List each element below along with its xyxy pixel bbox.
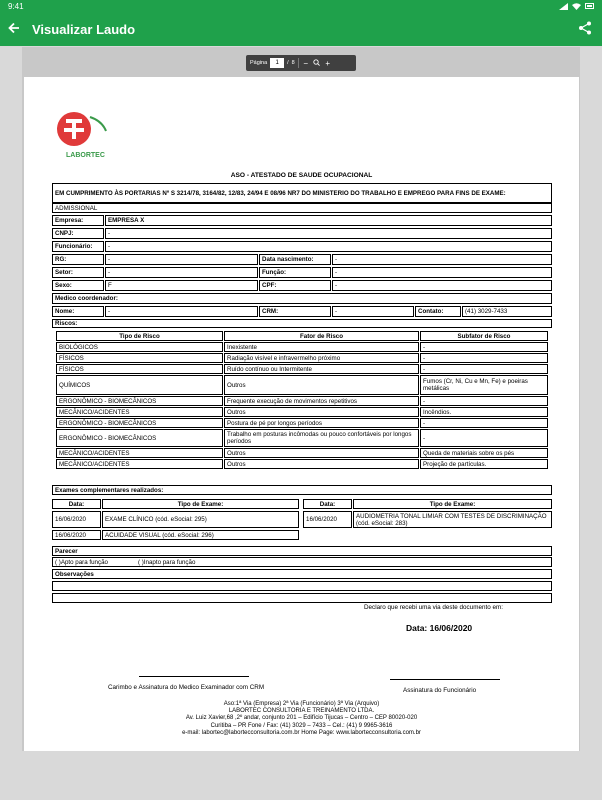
zoom-search-icon[interactable] — [313, 59, 321, 68]
rg-label: RG: — [52, 254, 104, 265]
app-bar — [0, 12, 602, 46]
parecer-title: Parecer — [52, 546, 552, 556]
parecer-options — [52, 557, 552, 567]
setor-label: Setor: — [52, 267, 104, 278]
risk-cell: FÍSICOS — [56, 353, 223, 363]
document-title: ASO - ATESTADO DE SAUDE OCUPACIONAL — [230, 172, 373, 179]
footer-line: Aso:1ª Via (Empresa) 2ª Via (Funcionário) 3ª Via (Arquivo) — [223, 701, 380, 707]
risk-cell: - — [420, 364, 548, 374]
risk-cell: - — [420, 396, 548, 406]
risk-header-cell: Tipo de Risco — [56, 331, 223, 341]
observacoes-line-2 — [52, 593, 552, 603]
zoom-out-button[interactable]: − — [303, 58, 309, 68]
battery-icon — [585, 3, 594, 9]
signal-icon — [559, 3, 568, 10]
data-nascimento-value: - — [332, 254, 552, 265]
form-area — [52, 77, 552, 751]
risk-header-cell: Fator de Risco — [224, 331, 419, 341]
exam-type: ACUIDADE VISUAL (cód. eSocial: 296) — [102, 530, 299, 540]
risk-cell: Queda de materiais sobre os pés — [420, 448, 548, 458]
riscos-label: Riscos: — [52, 319, 552, 328]
risk-cell: FÍSICOS — [56, 364, 223, 374]
status-bar — [0, 0, 602, 12]
risk-cell: Trabalho em posturas incômodas ou pouco confortáveis por longos períodos — [224, 429, 419, 447]
sexo-label: Sexo: — [52, 280, 104, 291]
rg-value: - — [105, 254, 258, 265]
risk-cell: ERGONÔMICO - BIOMECÂNICOS — [56, 418, 223, 428]
signature-doctor-label: Carimbo e Assinatura do Medico Examinador com CRM — [108, 684, 265, 691]
bottom-area — [0, 760, 602, 800]
risk-cell: Postura de pé por longos períodos — [224, 418, 419, 428]
risk-cell: - — [420, 342, 548, 352]
declaro-text: Declaro que recebi uma via deste documento em: — [364, 604, 503, 611]
risk-cell: Incêndios. — [420, 407, 548, 417]
footer-line: LABORTEC CONSULTORIA E TREINAMENTO LTDA. — [228, 708, 375, 715]
risk-cell: - — [420, 353, 548, 363]
risk-cell: MECÂNICO/ACIDENTES — [56, 407, 223, 417]
risk-header-cell: Subfator de Risco — [420, 331, 548, 341]
nome-value: - — [105, 306, 258, 317]
footer — [24, 701, 579, 737]
contato-value: (41) 3029-7433 — [462, 306, 552, 317]
risk-cell: ERGONÔMICO - BIOMECÂNICOS — [56, 396, 223, 406]
exam-date: 16/06/2020 — [303, 511, 352, 528]
cnpj-label: CNPJ: — [52, 228, 104, 239]
risk-cell: - — [420, 429, 548, 447]
page-separator: / — [287, 60, 289, 66]
risk-cell: Outros — [224, 459, 419, 469]
medico-label: Medico coordenador: — [52, 293, 552, 304]
risk-cell: Outros — [224, 407, 419, 417]
pdf-page — [24, 77, 579, 751]
funcao-value: - — [332, 267, 552, 278]
exam-type: ADMISSIONAL — [52, 203, 552, 213]
toolbar-divider — [298, 58, 299, 68]
page-number-input[interactable]: 1 — [270, 58, 284, 68]
inapto-option[interactable]: ( )Inapto para função — [137, 558, 196, 566]
document-date: Data: 16/06/2020 — [406, 623, 473, 633]
zoom-in-button[interactable]: + — [325, 58, 331, 68]
total-pages: 8 — [291, 60, 295, 66]
share-icon[interactable] — [578, 21, 594, 37]
risk-cell: Radiação visível e infravermelho próximo — [224, 353, 419, 363]
setor-value: - — [105, 267, 258, 278]
footer-line: Av. Luiz Xavier,68 ,2º andar, conjunto 201 – Edifício Tijucas – Centro – CEP 80020-020 — [185, 715, 418, 722]
risk-cell: MECÂNICO/ACIDENTES — [56, 459, 223, 469]
cpf-value: - — [332, 280, 552, 291]
exam-type: EXAME CLÍNICO (cód. eSocial: 295) — [102, 511, 299, 528]
signature-employee-label: Assinatura do Funcionário — [403, 687, 477, 694]
logo-text: LABORTEC — [66, 152, 105, 159]
funcao-label: Função: — [259, 267, 331, 278]
crm-label: CRM: — [259, 306, 331, 317]
risk-cell: MECÂNICO/ACIDENTES — [56, 448, 223, 458]
crm-value: - — [332, 306, 414, 317]
risk-cell: Projeção de partículas. — [420, 459, 548, 469]
contato-label: Contato: — [415, 306, 461, 317]
exam-type-header-right: Tipo de Exame: — [353, 499, 552, 509]
sexo-value: F — [105, 280, 258, 291]
exam-date: 16/06/2020 — [52, 511, 101, 528]
risk-cell: Ruído contínuo ou Intermitente — [224, 364, 419, 374]
funcionario-label: Funcionário: — [52, 241, 104, 252]
data-nascimento-label: Data nascimento: — [259, 254, 331, 265]
cpf-label: CPF: — [259, 280, 331, 291]
exam-type: AUDIOMETRIA TONAL LIMIAR COM TESTES DE DISCRIMINAÇÃO (cód. eSocial: 283) — [353, 511, 552, 528]
risk-cell: Frequente execução de movimentos repetitivos — [224, 396, 419, 406]
funcionario-value: - — [105, 241, 552, 252]
wifi-icon — [572, 3, 581, 10]
exam-type-header-left: Tipo de Exame: — [102, 499, 299, 509]
exam-date-header-right: Data: — [303, 499, 352, 509]
footer-line: Curitiba – PR Fone / Fax: (41) 3029 – 7433 – Cel.: (41) 9 9965-3616 — [210, 722, 393, 729]
pdf-toolbar — [246, 55, 356, 71]
observacoes-line-1 — [52, 581, 552, 591]
status-icons — [559, 3, 594, 10]
risk-cell: ERGONÔMICO - BIOMECÂNICOS — [56, 429, 223, 447]
intro-text: EM CUMPRIMENTO ÀS PORTARIAS Nº S 3214/78, 3164/82, 12/83, 24/94 E 08/96 NR7 DO MINISTERIO DO TRABALHO E EMPREGO PARA FINS DE EXAME: — [52, 183, 552, 203]
back-arrow-icon[interactable] — [8, 21, 28, 37]
page-title: Visualizar Laudo — [32, 21, 136, 37]
risk-cell: Fumos (Cr, Ni, Cu e Mn, Fe) e poeiras metálicas — [420, 375, 548, 395]
risk-cell: - — [420, 418, 548, 428]
nome-label: Nome: — [52, 306, 104, 317]
risk-cell: Outros — [224, 448, 419, 458]
observacoes-title: Observações — [52, 569, 552, 579]
signature-line-doctor — [139, 676, 249, 677]
risk-cell: BIOLÓGICOS — [56, 342, 223, 352]
signature-line-employee — [390, 679, 500, 680]
risk-cell: Inexistente — [224, 342, 419, 352]
exams-title: Exames complementares realizados: — [52, 485, 552, 495]
exam-date: 16/06/2020 — [52, 530, 101, 540]
status-time: 9:41 — [8, 1, 24, 11]
risk-cell: QUÍMICOS — [56, 375, 223, 395]
footer-line: e-mail: labortec@labortecconsultoria.com.br Home Page: www.labortecconsultoria.com.br — [182, 729, 421, 736]
cnpj-value: - — [105, 228, 552, 239]
page-label: Página — [250, 60, 268, 66]
apto-option[interactable]: ( )Apto para função — [55, 558, 108, 566]
exam-date-header-left: Data: — [52, 499, 101, 509]
empresa-label: Empresa: — [52, 215, 104, 226]
empresa-value: EMPRESA X — [105, 215, 552, 226]
risk-cell: Outros — [224, 375, 419, 395]
